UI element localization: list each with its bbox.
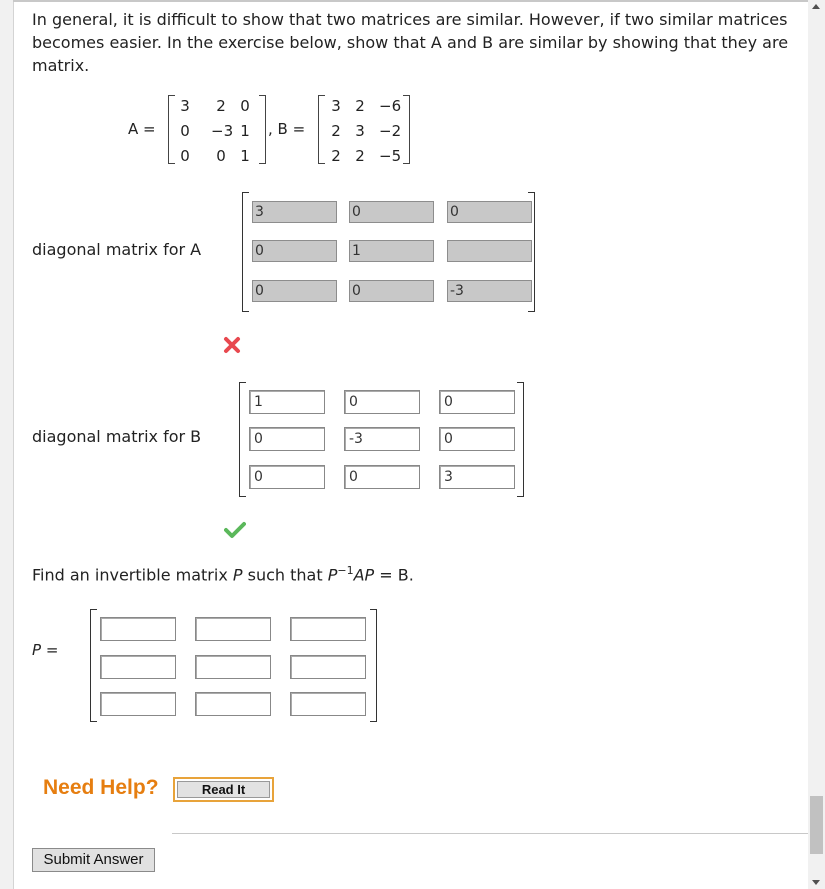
matrix-p-input-r2c2[interactable]	[195, 655, 271, 679]
matrix-b-cell: 3	[331, 97, 341, 115]
diag-b-input-r3c1[interactable]: 0	[249, 465, 325, 489]
scroll-down-arrow-icon[interactable]	[812, 880, 820, 885]
matrix-p-left-bracket	[90, 609, 97, 722]
footer-divider	[172, 833, 808, 834]
matrix-a-cell: 3	[180, 97, 190, 115]
diag-b-input-r2c3[interactable]: 0	[439, 427, 515, 451]
diag-a-input-r2c2: 1	[349, 240, 434, 262]
diag-b-input-r2c1[interactable]: 0	[249, 427, 325, 451]
diag-b-right-bracket	[517, 382, 524, 497]
diag-b-input-r3c2[interactable]: 0	[344, 465, 420, 489]
diag-a-input-r2c1: 0	[252, 240, 337, 262]
matrix-a-right-bracket	[259, 95, 266, 164]
diag-a-input-r1c2: 0	[349, 201, 434, 223]
left-gutter	[0, 0, 14, 889]
diag-b-input-r3c3[interactable]: 3	[439, 465, 515, 489]
diag-a-input-r1c3: 0	[447, 201, 532, 223]
matrix-a-cell: 0	[240, 97, 250, 115]
matrix-b-cell: −2	[379, 122, 402, 140]
matrix-p-input-r3c3[interactable]	[290, 692, 366, 716]
scroll-thumb[interactable]	[810, 796, 823, 854]
matrix-p-input-r1c3[interactable]	[290, 617, 366, 641]
matrix-a-left-bracket	[168, 95, 175, 164]
scroll-up-arrow-icon[interactable]	[812, 4, 820, 9]
intro-paragraph: In general, it is difficult to show that two matrices are similar. However, if two similar matrices becomes easier. In the exercise below, show that A and B are similar by showing that they are matrix.	[32, 10, 789, 75]
matrix-b-cell: 2	[331, 147, 341, 165]
matrix-a-cell: −3	[211, 122, 234, 140]
diag-b-input-r2c2[interactable]: -3	[344, 427, 420, 451]
matrix-p-input-r3c2[interactable]	[195, 692, 271, 716]
read-it-button[interactable]	[173, 777, 274, 802]
matrix-p-label: P =	[32, 641, 59, 659]
matrix-a-cell: 1	[240, 122, 250, 140]
matrix-p-input-r1c1[interactable]	[100, 617, 176, 641]
diag-b-input-r1c1[interactable]: 1	[249, 390, 325, 414]
matrix-b-cell: 2	[355, 97, 365, 115]
matrix-b-label: , B =	[268, 120, 306, 138]
diag-a-input-r1c1: 3	[252, 201, 337, 223]
matrix-b-right-bracket	[403, 95, 410, 164]
question-text: Find an invertible matrix P such that $P^{-1}AP = B$.	[32, 564, 414, 585]
correct-check-icon	[224, 521, 246, 539]
matrix-b-cell: 2	[355, 147, 365, 165]
submit-answer-button[interactable]: Submit Answer	[32, 848, 155, 872]
incorrect-x-icon	[223, 336, 241, 354]
matrix-b-cell: −5	[379, 147, 402, 165]
matrix-a-cell: 2	[216, 97, 226, 115]
matrix-p-input-r3c1[interactable]	[100, 692, 176, 716]
diag-a-input-r3c1: 0	[252, 280, 337, 302]
diag-b-label: diagonal matrix for B	[32, 427, 202, 446]
matrix-b-left-bracket	[318, 95, 325, 164]
matrix-a-cell: 0	[216, 147, 226, 165]
need-help-heading: Need Help?	[43, 776, 159, 799]
matrix-p-input-r2c1[interactable]	[100, 655, 176, 679]
diag-b-left-bracket	[239, 382, 246, 497]
matrix-a-label: A =	[128, 120, 156, 138]
matrix-a-cell: 0	[180, 147, 190, 165]
diag-a-input-r3c3: -3	[447, 280, 532, 302]
matrix-p-right-bracket	[370, 609, 377, 722]
diag-b-input-r1c2[interactable]: 0	[344, 390, 420, 414]
diag-a-input-r3c2: 0	[349, 280, 434, 302]
top-divider	[13, 0, 808, 2]
diag-a-label: diagonal matrix for A	[32, 240, 202, 259]
matrix-b-cell: 2	[331, 122, 341, 140]
matrix-a-cell: 1	[240, 147, 250, 165]
read-it-label: Read It	[177, 781, 270, 798]
matrix-a-cell: 0	[180, 122, 190, 140]
diag-a-input-r2c3	[447, 240, 532, 262]
matrix-p-input-r2c3[interactable]	[290, 655, 366, 679]
vertical-scrollbar[interactable]	[808, 0, 825, 889]
matrix-b-cell: −6	[379, 97, 402, 115]
diag-a-left-bracket	[242, 192, 249, 312]
matrix-b-cell: 3	[355, 122, 365, 140]
diag-b-input-r1c3[interactable]: 0	[439, 390, 515, 414]
matrix-p-input-r1c2[interactable]	[195, 617, 271, 641]
